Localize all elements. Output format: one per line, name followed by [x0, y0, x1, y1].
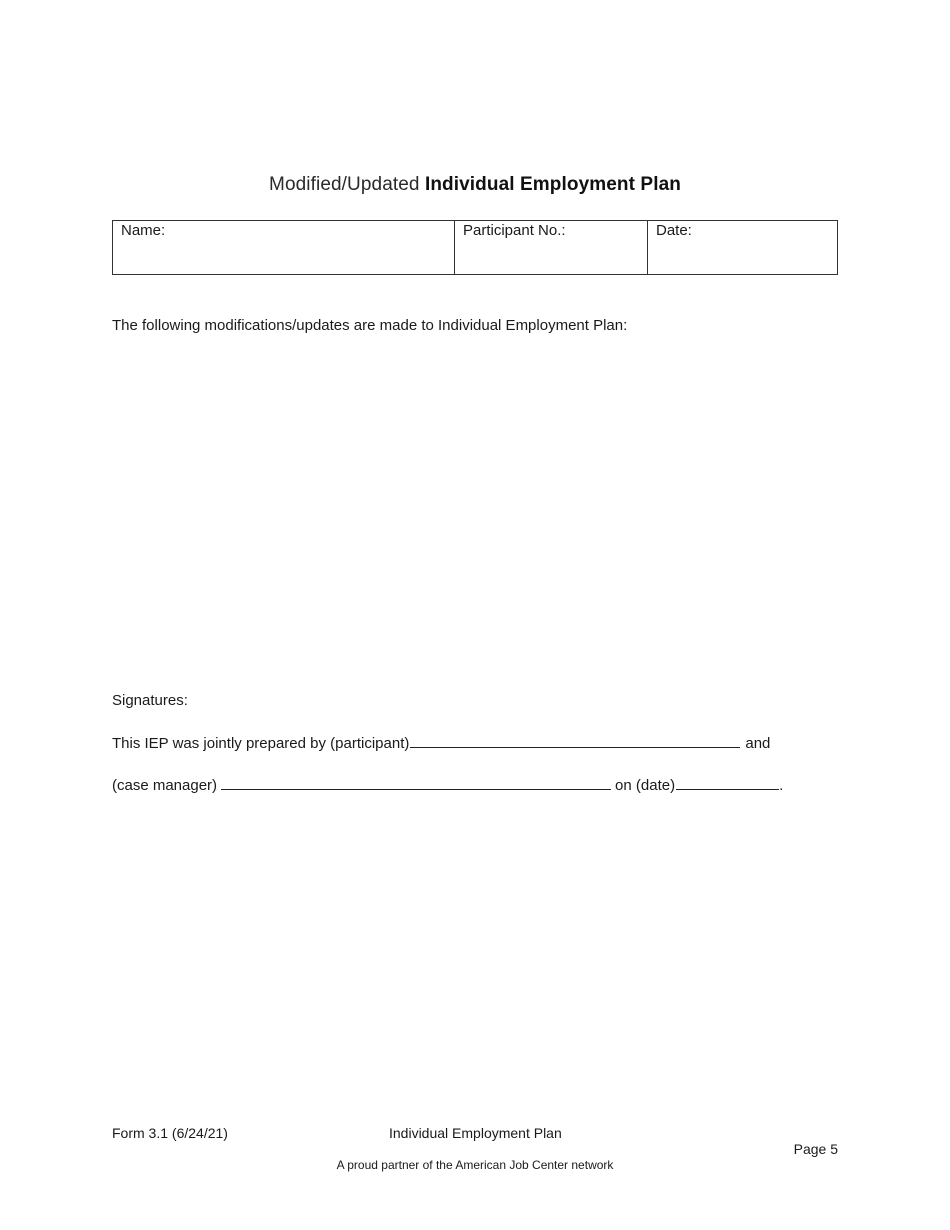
participant-signature-suffix: and — [745, 735, 771, 752]
footer-partner-note: A proud partner of the American Job Center network — [336, 1158, 614, 1172]
date-field[interactable] — [648, 221, 838, 275]
participant-signature-prefix: This IEP was jointly prepared by (participant) — [112, 735, 410, 752]
title-bold: Individual Employment Plan — [424, 174, 681, 195]
participant-number-field[interactable] — [455, 221, 648, 275]
participant-signature-line — [112, 733, 770, 752]
modifications-intro: The following modifications/updates are made to Individual Employment Plan: — [112, 317, 628, 334]
participant-info-table — [112, 220, 838, 275]
signatures-heading: Signatures: — [112, 692, 188, 709]
footer-form-id: Form 3.1 (6/24/21) — [112, 1125, 228, 1141]
participant-signature-blank[interactable] — [410, 733, 740, 748]
page-title — [0, 174, 950, 196]
name-field[interactable] — [113, 221, 455, 275]
case-manager-signature-blank[interactable] — [221, 775, 611, 790]
signature-date-blank[interactable] — [676, 775, 779, 790]
signature-date-label: on (date) — [615, 777, 676, 794]
participant-number-label: Participant No.: — [463, 222, 566, 239]
title-prefix: Modified/Updated — [269, 174, 420, 195]
footer-page-number: Page 5 — [793, 1141, 838, 1157]
case-manager-prefix: (case manager) — [112, 777, 218, 794]
footer-plan-name: Individual Employment Plan — [389, 1125, 562, 1141]
name-label: Name: — [121, 222, 166, 239]
case-manager-signature-line — [112, 775, 783, 794]
signature-line-end: . — [779, 777, 784, 794]
date-label: Date: — [656, 222, 692, 239]
